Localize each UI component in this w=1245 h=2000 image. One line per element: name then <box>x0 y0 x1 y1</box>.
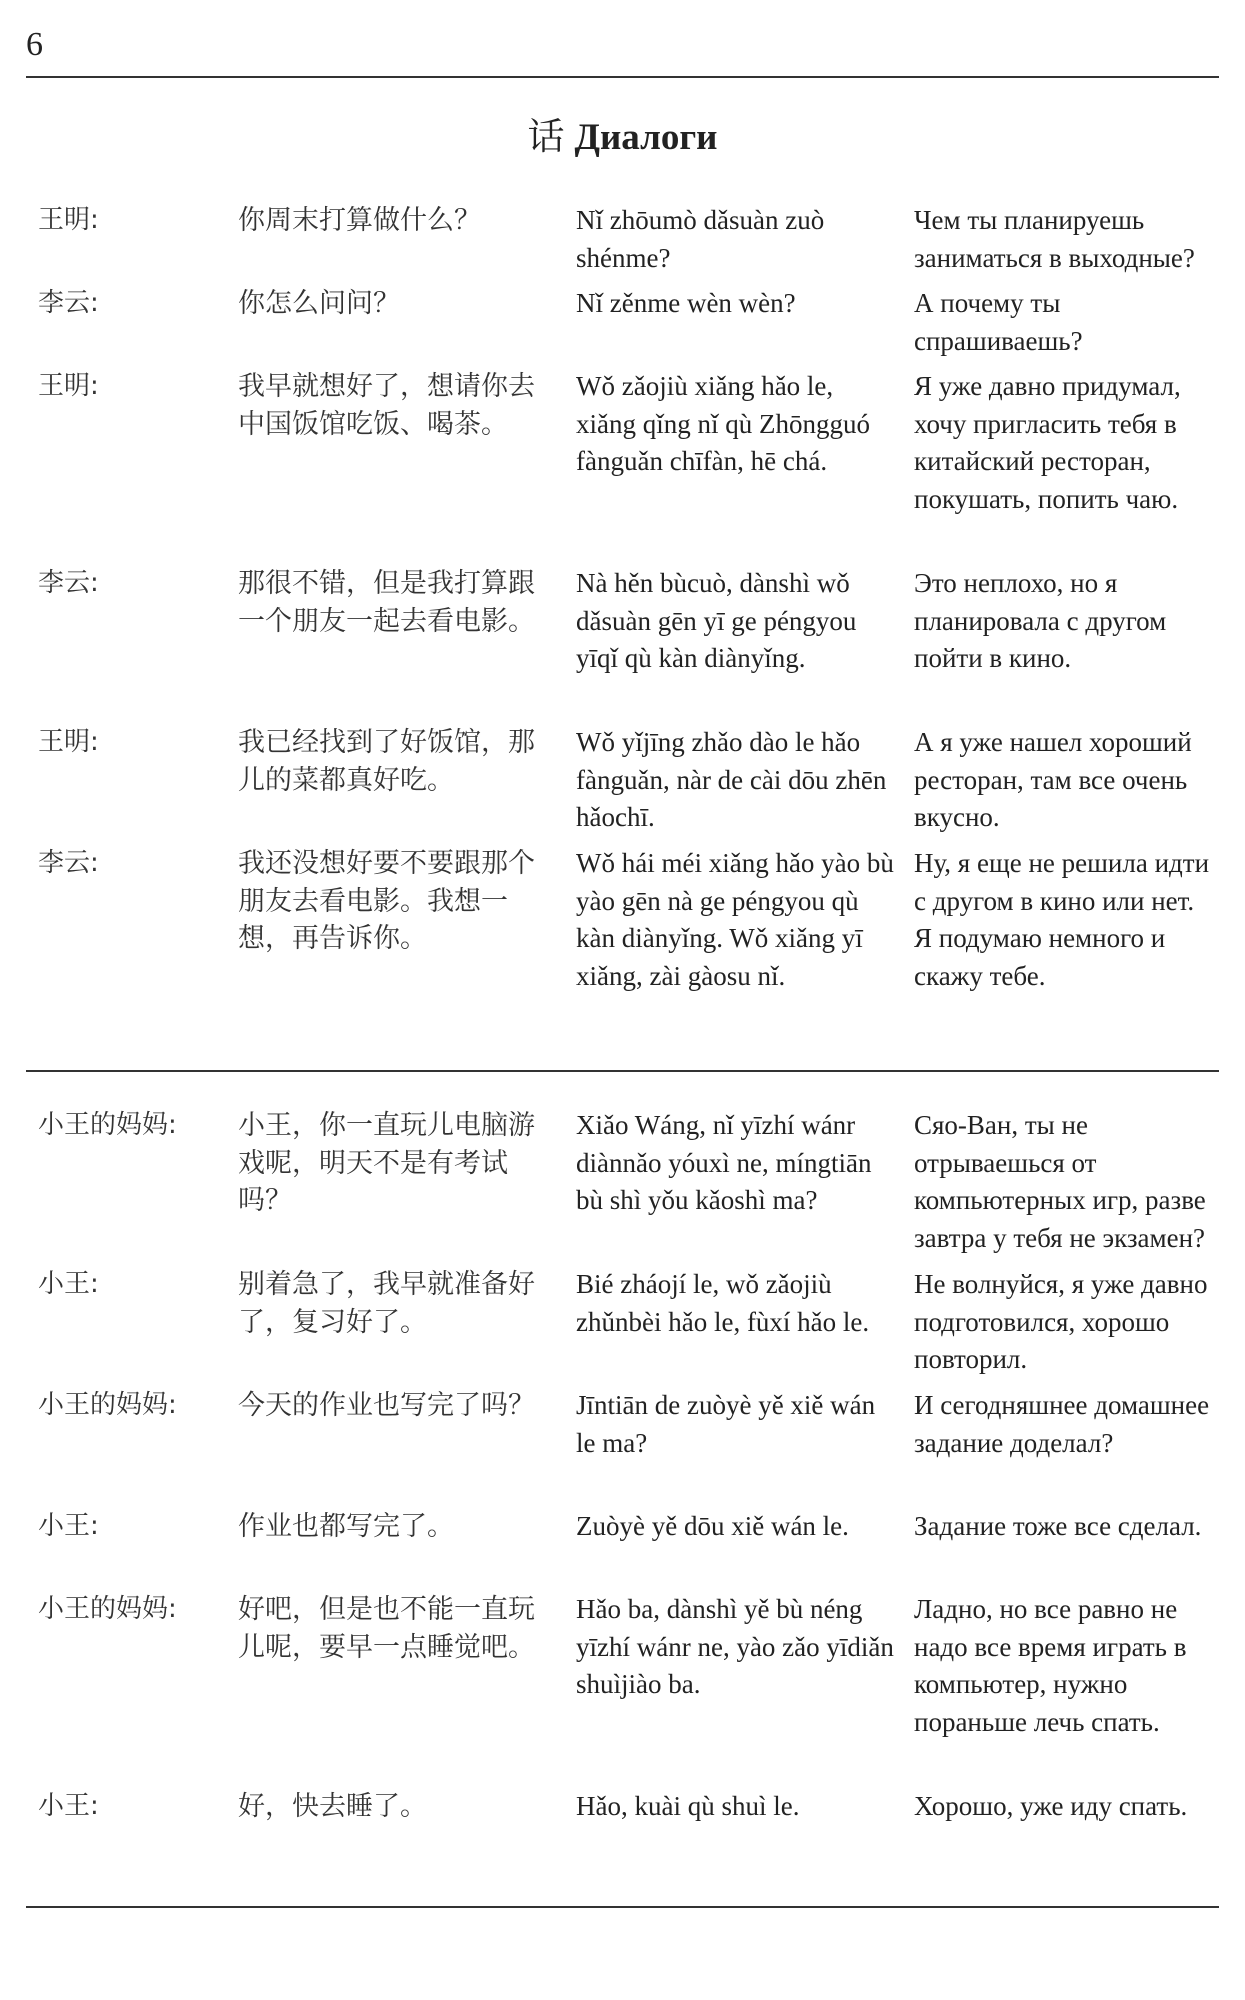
dialogue-2 <box>38 1107 1228 1871</box>
speaker-name: 小王的妈妈: <box>38 1594 177 1624</box>
speaker-name: 李云: <box>38 288 99 318</box>
speaker-name: 小王: <box>38 1269 99 1299</box>
pinyin-text: Nǐ zěnme wèn wèn? <box>576 288 796 318</box>
speaker-name: 小王: <box>38 1791 99 1821</box>
dialogue-line <box>38 1508 1228 1591</box>
russian-translation: Ну, я еще не решила идти с другом в кино или нет. Я подумаю немного и скажу тебе. <box>914 848 1210 991</box>
chinese-text: 今天的作业也写完了吗？ <box>238 1390 535 1421</box>
pinyin-text: Nà hěn bùcuò, dànshì wǒ dǎsuàn gēn yī ge péngyou yīqǐ qù kàn diànyǐng. <box>576 568 857 673</box>
dialogue-line <box>38 368 1228 565</box>
section-title <box>0 112 1245 163</box>
pinyin-text: Hǎo ba, dànshì yě bù néng yīzhí wánr ne, yào zǎo yīdiǎn shuìjiào ba. <box>576 1594 894 1699</box>
dialogue-line <box>38 1387 1228 1508</box>
pinyin-text: Bié zháojí le, wǒ zǎojiù zhǔnbèi hǎo le, fùxí hǎo le. <box>576 1269 870 1337</box>
section-divider <box>26 1070 1219 1072</box>
russian-translation: Чем ты планируешь заниматься в выходные? <box>914 205 1195 273</box>
dialogue-line <box>38 1591 1228 1788</box>
pinyin-text: Nǐ zhōumò dǎsuàn zuò shénme? <box>576 205 825 273</box>
russian-translation: И сегодняшнее домашнее задание доделал? <box>914 1390 1210 1458</box>
dialogue-line <box>38 565 1228 724</box>
speaker-name: 李云: <box>38 568 99 598</box>
russian-translation: А я уже нашел хороший ресторан, там все очень вкусно. <box>914 727 1192 832</box>
chinese-text: 小王，你一直玩儿电脑游戏呢，明天不是有考试吗？ <box>238 1110 535 1216</box>
dialogue-line <box>38 1266 1228 1387</box>
chinese-text: 我已经找到了好饭馆，那儿的菜都真好吃。 <box>238 727 535 796</box>
russian-translation: Это неплохо, но я планировала с другом пойти в кино. <box>914 568 1167 673</box>
chinese-text: 我还没想好要不要跟那个朋友去看电影。我想一想，再告诉你。 <box>238 848 535 954</box>
dialogue-1 <box>38 202 1228 1042</box>
speaker-name: 小王: <box>38 1511 99 1541</box>
chinese-text: 好，快去睡了。 <box>238 1791 427 1822</box>
speaker-name: 李云: <box>38 848 99 878</box>
russian-translation: Я уже давно придумал, хочу пригласить тебя в китайский ресторан, покушать, попить чаю. <box>914 371 1181 514</box>
dialogue-line <box>38 285 1228 368</box>
section-title-hanzi: 话 <box>527 115 565 158</box>
russian-translation: Сяо-Ван, ты не отрываешься от компьютерных игр, разве завтра у тебя не экзамен? <box>914 1110 1206 1253</box>
chinese-text: 那很不错，但是我打算跟一个朋友一起去看电影。 <box>238 568 535 637</box>
chinese-text: 作业也都写完了。 <box>238 1511 454 1542</box>
dialogue-line <box>38 845 1228 1042</box>
russian-translation: Задание тоже все сделал. <box>914 1511 1202 1541</box>
dialogue-line <box>38 202 1228 285</box>
footer-divider <box>26 1906 1219 1908</box>
speaker-name: 王明: <box>38 371 99 401</box>
pinyin-text: Wǒ zǎojiù xiǎng hǎo le, xiǎng qǐng nǐ qù Zhōngguó fànguǎn chīfàn, hē chá. <box>576 371 870 476</box>
chinese-text: 好吧，但是也不能一直玩儿呢，要早一点睡觉吧。 <box>238 1594 535 1663</box>
pinyin-text: Hǎo, kuài qù shuì le. <box>576 1791 800 1821</box>
speaker-name: 王明: <box>38 205 99 235</box>
pinyin-text: Wǒ hái méi xiǎng hǎo yào bù yào gēn nà ge péngyou qù kàn diànyǐng. Wǒ xiǎng yī xiǎng, zài gàosu nǐ. <box>576 848 894 991</box>
russian-translation: Не волнуйся, я уже давно подготовился, хорошо повторил. <box>914 1269 1208 1374</box>
pinyin-text: Jīntiān de zuòyè yě xiě wán le ma? <box>576 1390 876 1458</box>
dialogue-line <box>38 1107 1228 1266</box>
speaker-name: 小王的妈妈: <box>38 1390 177 1420</box>
russian-translation: Ладно, но все равно не надо все время играть в компьютер, нужно пораньше лечь спать. <box>914 1594 1187 1737</box>
russian-translation: Хорошо, уже иду спать. <box>914 1791 1188 1821</box>
header-divider <box>26 76 1219 78</box>
pinyin-text: Zuòyè yě dōu xiě wán le. <box>576 1511 849 1541</box>
speaker-name: 王明: <box>38 727 99 757</box>
chinese-text: 别着急了，我早就准备好了，复习好了。 <box>238 1269 535 1338</box>
chinese-text: 你周末打算做什么？ <box>238 205 481 236</box>
section-title-text: Диалоги <box>574 117 718 158</box>
chinese-text: 你怎么问问？ <box>238 288 400 319</box>
pinyin-text: Xiǎo Wáng, nǐ yīzhí wánr diànnǎo yóuxì ne, míngtiān bù shì yǒu kǎoshì ma? <box>576 1110 872 1215</box>
dialogue-line <box>38 724 1228 845</box>
page-number: 6 <box>26 26 43 63</box>
dialogue-line <box>38 1788 1228 1871</box>
chinese-text: 我早就想好了，想请你去中国饭馆吃饭、喝茶。 <box>238 371 535 440</box>
russian-translation: А почему ты спрашиваешь? <box>914 288 1083 356</box>
speaker-name: 小王的妈妈: <box>38 1110 177 1140</box>
pinyin-text: Wǒ yǐjīng zhǎo dào le hǎo fànguǎn, nàr de cài dōu zhēn hǎochī. <box>576 727 887 832</box>
